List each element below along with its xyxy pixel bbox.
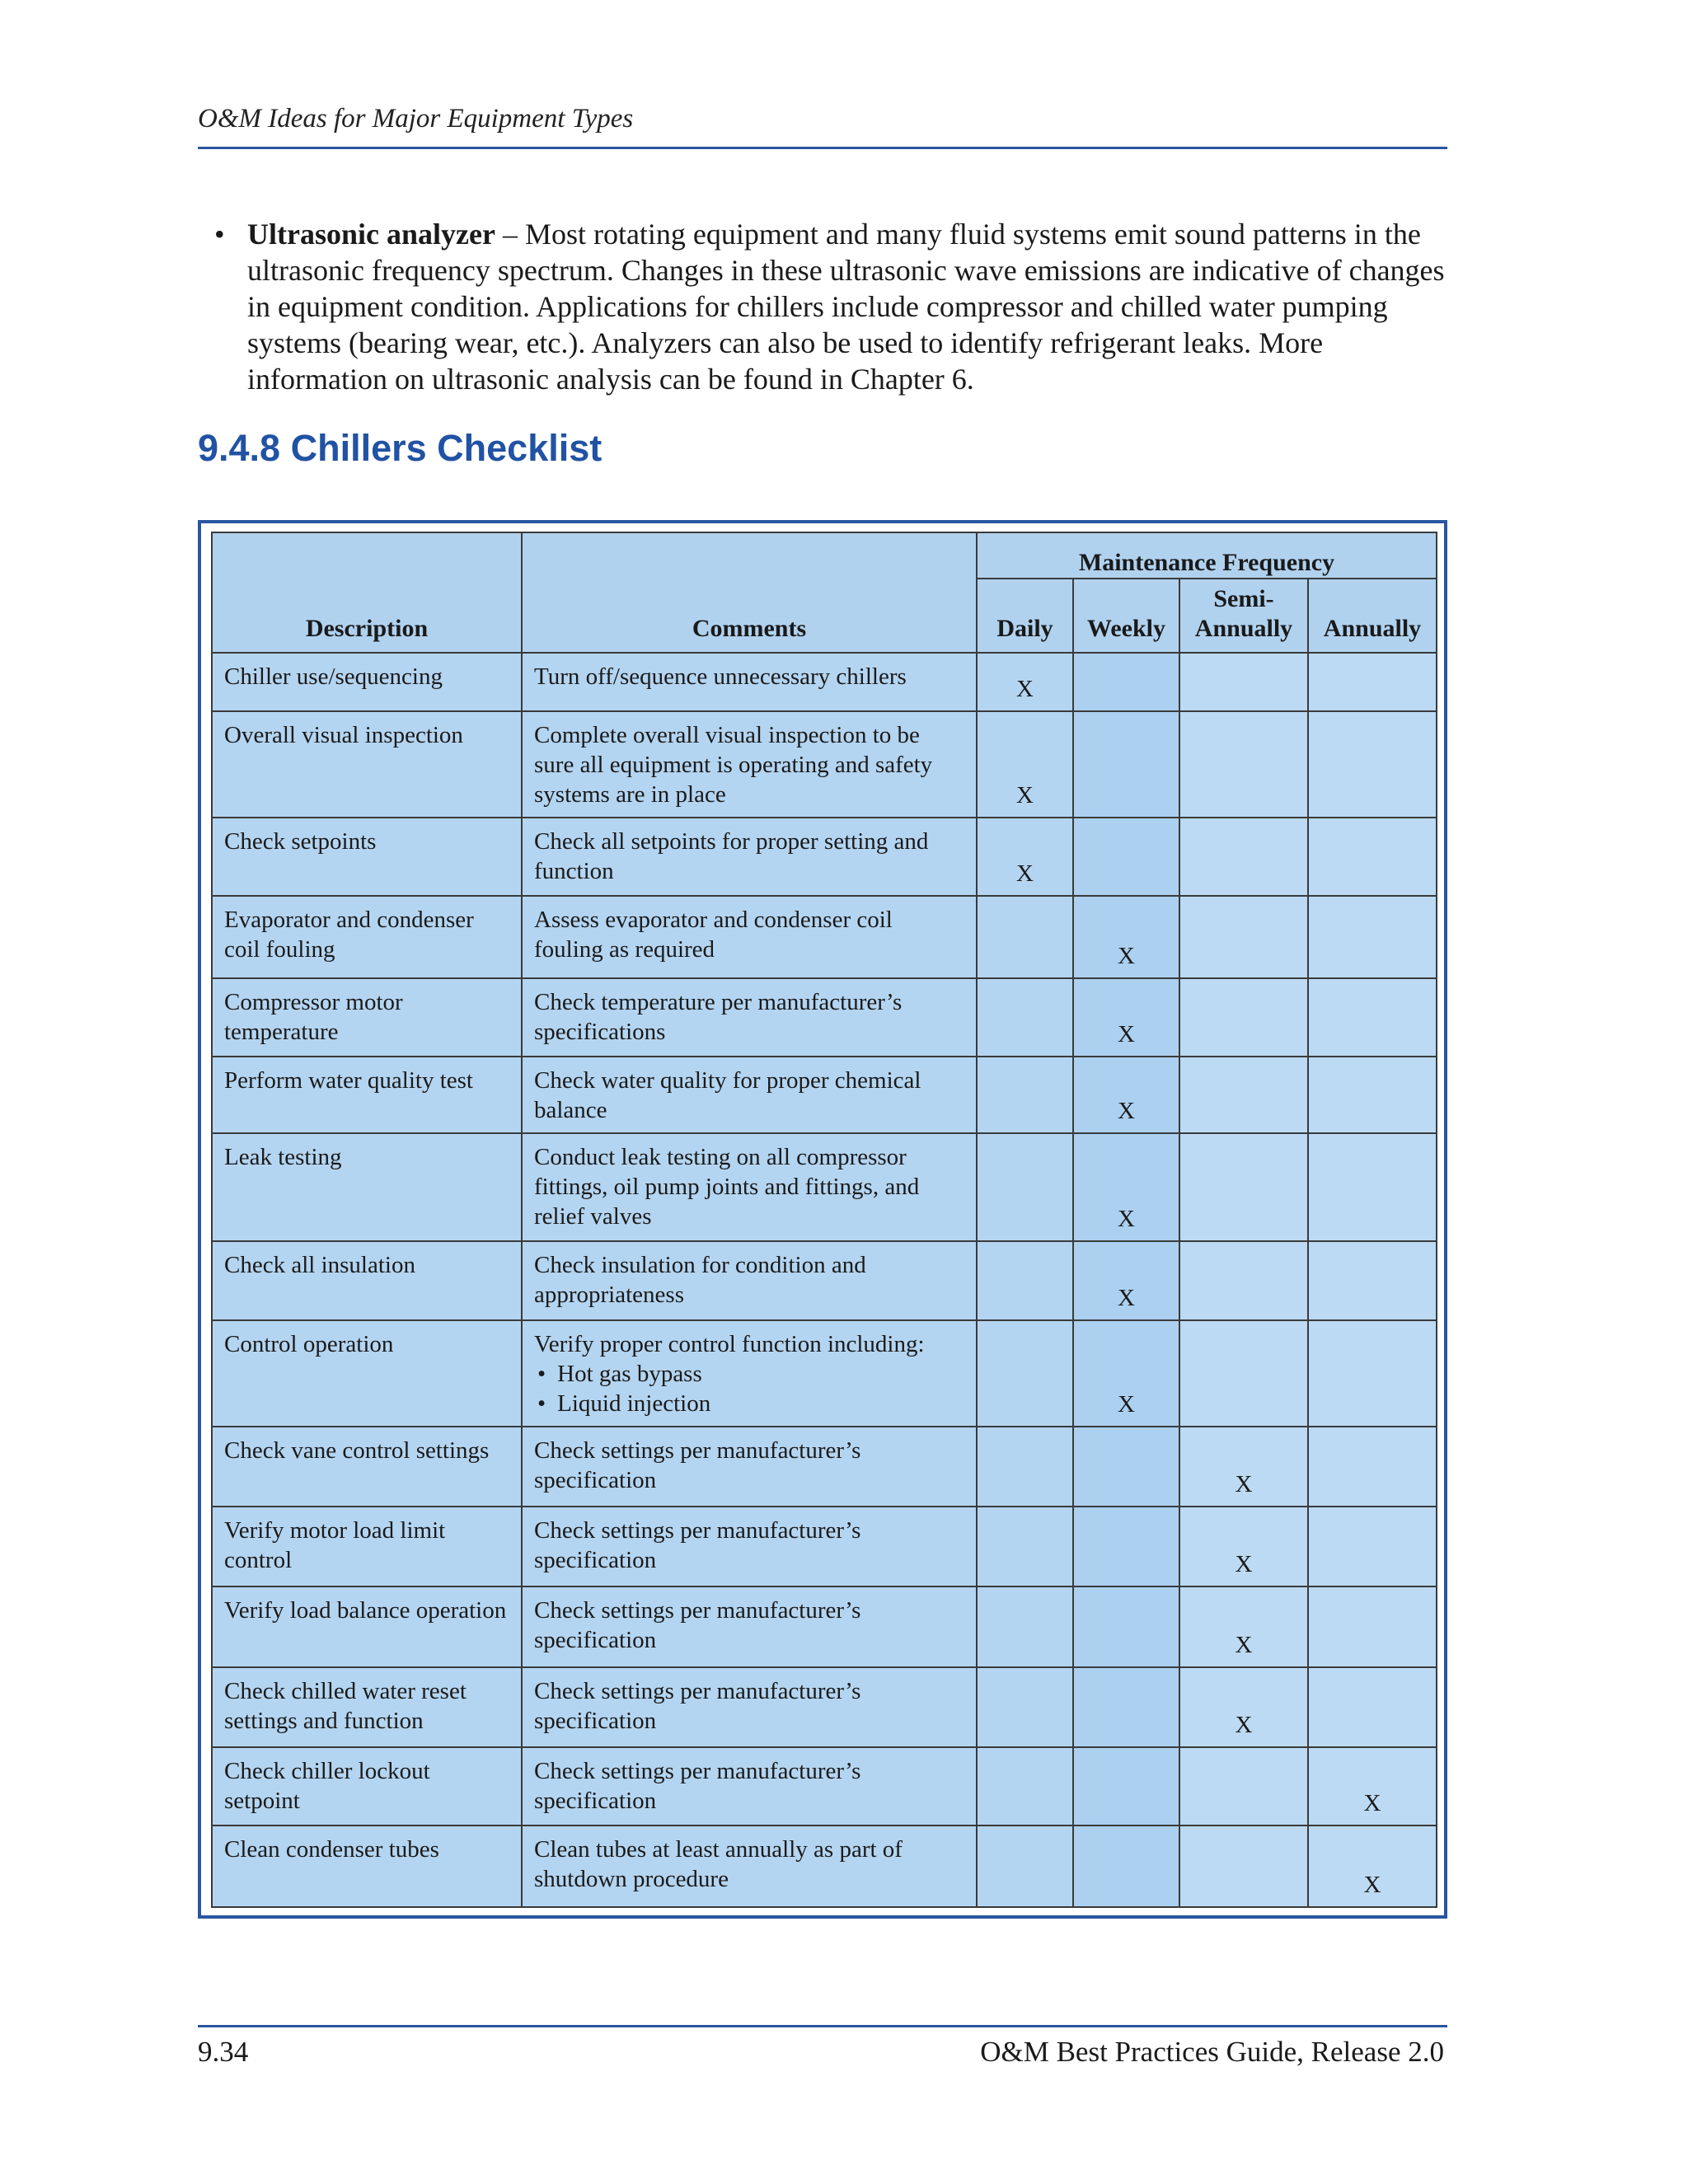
row-comment-text: Complete overall visual inspection to be sure all equipment is operating and safety systems are in place: [534, 721, 933, 808]
row-comments: [522, 1667, 977, 1747]
daily-mark: [977, 978, 1073, 1057]
daily-mark: X: [977, 653, 1073, 711]
annually-mark: [1308, 1320, 1437, 1427]
semi-annually-mark: X: [1179, 1586, 1308, 1666]
header-semi-line2: Annually: [1194, 615, 1293, 642]
row-comment-text: Check settings per manufacturer’s specification: [534, 1757, 861, 1814]
daily-mark: [977, 1747, 1073, 1825]
annually-mark: [1308, 1507, 1437, 1586]
weekly-mark: [1073, 1825, 1179, 1907]
header-description: Description: [212, 532, 522, 653]
daily-mark: X: [977, 711, 1073, 818]
row-comment-text: Check settings per manufacturer’s specification: [534, 1437, 861, 1494]
row-comment-text: Check water quality for proper chemical balance: [534, 1066, 921, 1123]
annually-mark: [1308, 1241, 1437, 1319]
table-row: [212, 1320, 1437, 1427]
weekly-mark: X: [1073, 1057, 1179, 1133]
row-comments: [522, 1133, 977, 1242]
annually-mark: [1308, 653, 1437, 711]
row-comment-list-item-text: Liquid injection: [557, 1390, 711, 1417]
row-comments: [522, 1057, 977, 1133]
section-title: 9.4.8 Chillers Checklist: [198, 427, 603, 469]
annually-mark: [1308, 711, 1437, 818]
row-comment-text: Check settings per manufacturer’s specification: [534, 1517, 861, 1574]
daily-mark: [977, 1427, 1073, 1507]
weekly-mark: X: [1073, 1241, 1179, 1319]
row-comments: [522, 1241, 977, 1319]
row-description: Perform water quality test: [212, 1057, 522, 1133]
table-row: [212, 653, 1437, 711]
semi-annually-mark: [1179, 896, 1308, 977]
semi-annually-mark: [1179, 1747, 1308, 1825]
row-comments: [522, 1825, 977, 1907]
row-description: Compressor motor temperature: [212, 978, 522, 1057]
row-comment-list-item-text: Hot gas bypass: [557, 1360, 702, 1387]
header-annually: Annually: [1308, 579, 1437, 653]
row-comment-text: Turn off/sequence unnecessary chillers: [534, 663, 907, 690]
row-comment-text: Check temperature per manufacturer’s specifications: [534, 988, 903, 1045]
row-comment-text: Check settings per manufacturer’s specification: [534, 1677, 861, 1734]
row-comments: [522, 896, 977, 977]
header-comments: Comments: [522, 532, 977, 653]
annually-mark: [1308, 1667, 1437, 1747]
row-comment-text: Conduct leak testing on all compressor fittings, oil pump joints and fittings, and relief valves: [534, 1143, 920, 1230]
semi-annually-mark: [1179, 1057, 1308, 1133]
weekly-mark: [1073, 653, 1179, 711]
row-description: Control operation: [212, 1320, 522, 1427]
annually-mark: [1308, 978, 1437, 1057]
annually-mark: [1308, 1057, 1437, 1133]
annually-mark: [1308, 1586, 1437, 1666]
table-row: [212, 896, 1437, 977]
table-row: [212, 978, 1437, 1057]
row-comments: [522, 1507, 977, 1586]
weekly-mark: X: [1073, 978, 1179, 1057]
table-row: [212, 1241, 1437, 1319]
row-comments: [522, 1747, 977, 1825]
header-semi-line1: Semi-: [1213, 585, 1274, 612]
weekly-mark: [1073, 1427, 1179, 1507]
daily-mark: [977, 1667, 1073, 1747]
row-comments: [522, 1586, 977, 1666]
row-description: Clean condenser tubes: [212, 1825, 522, 1907]
bullet-text: [247, 216, 1451, 397]
row-comments: [522, 1427, 977, 1507]
semi-annually-mark: [1179, 1825, 1308, 1907]
daily-mark: [977, 1057, 1073, 1133]
row-comment-text: Check insulation for condition and appropriateness: [534, 1252, 866, 1309]
table-row: [212, 1057, 1437, 1133]
row-comment-text: Check all setpoints for proper setting and function: [534, 828, 929, 885]
table-row: [212, 1825, 1437, 1907]
table-row: [212, 711, 1437, 818]
row-description: Chiller use/sequencing: [212, 653, 522, 711]
daily-mark: [977, 1320, 1073, 1427]
bullet-term: Ultrasonic analyzer: [247, 218, 495, 251]
daily-mark: [977, 896, 1073, 977]
row-description: Evaporator and condenser coil fouling: [212, 896, 522, 977]
row-comment-list: [534, 1359, 964, 1418]
header-weekly: Weekly: [1073, 579, 1179, 653]
row-description: Check setpoints: [212, 818, 522, 896]
semi-annually-mark: [1179, 1241, 1308, 1319]
header-rule: [198, 147, 1447, 149]
annually-mark: [1308, 1133, 1437, 1242]
daily-mark: [977, 1825, 1073, 1907]
table-row: [212, 1747, 1437, 1825]
annually-mark: [1308, 1427, 1437, 1507]
bullet-dot: •: [214, 218, 225, 251]
daily-mark: [977, 1507, 1073, 1586]
header-semi-annually: [1179, 579, 1308, 653]
semi-annually-mark: [1179, 818, 1308, 896]
row-comment-list-item: [534, 1359, 964, 1389]
weekly-mark: [1073, 1586, 1179, 1666]
table-row: [212, 1586, 1437, 1666]
weekly-mark: X: [1073, 1133, 1179, 1242]
table-row: [212, 1667, 1437, 1747]
semi-annually-mark: [1179, 653, 1308, 711]
bullet-body: – Most rotating equipment and many fluid systems emit sound patterns in the ultrasonic frequency spectrum. Changes in these ultrasonic wave emissions are indicative of changes in equipment condition. Applications for chillers include compressor and chilled water pumping systems (bearing wear, etc.). Analyzers can also be used to identify refrigerant leaks. More information on ultrasonic analysis can be found in Chapter 6.: [247, 218, 1445, 396]
daily-mark: [977, 1586, 1073, 1666]
row-description: Verify motor load limit control: [212, 1507, 522, 1586]
weekly-mark: [1073, 1667, 1179, 1747]
row-comment-text: Assess evaporator and condenser coil fouling as required: [534, 907, 893, 963]
daily-mark: [977, 1241, 1073, 1319]
ultrasonic-bullet: [198, 216, 1451, 397]
weekly-mark: [1073, 818, 1179, 896]
footer-rule: [198, 2025, 1447, 2027]
row-description: Leak testing: [212, 1133, 522, 1242]
daily-mark: X: [977, 818, 1073, 896]
weekly-mark: X: [1073, 1320, 1179, 1427]
row-comment-text: Clean tubes at least annually as part of shutdown procedure: [534, 1835, 903, 1892]
chillers-checklist-table: [211, 532, 1437, 1908]
table-row: [212, 818, 1437, 896]
header-maintenance-frequency: Maintenance Frequency: [977, 532, 1437, 579]
daily-mark: [977, 1133, 1073, 1242]
row-comment-list-item: [534, 1389, 964, 1418]
semi-annually-mark: [1179, 1133, 1308, 1242]
semi-annually-mark: [1179, 978, 1308, 1057]
table-row: [212, 1133, 1437, 1242]
table-row: [212, 1507, 1437, 1586]
row-description: Overall visual inspection: [212, 711, 522, 818]
guide-title: O&M Best Practices Guide, Release 2.0: [980, 2036, 1444, 2068]
semi-annually-mark: [1179, 1320, 1308, 1427]
annually-mark: X: [1308, 1747, 1437, 1825]
weekly-mark: [1073, 1507, 1179, 1586]
header-daily: Daily: [977, 579, 1073, 653]
row-description: Check chilled water reset settings and function: [212, 1667, 522, 1747]
row-comments: [522, 653, 977, 711]
semi-annually-mark: X: [1179, 1427, 1308, 1507]
row-comments: [522, 978, 977, 1057]
annually-mark: X: [1308, 1825, 1437, 1907]
row-description: Verify load balance operation: [212, 1586, 522, 1666]
row-comment-text: Check settings per manufacturer’s specification: [534, 1597, 861, 1654]
weekly-mark: X: [1073, 896, 1179, 977]
row-comments: [522, 711, 977, 818]
semi-annually-mark: X: [1179, 1667, 1308, 1747]
row-comments: [522, 818, 977, 896]
row-description: Check chiller lockout setpoint: [212, 1747, 522, 1825]
row-description: Check vane control settings: [212, 1427, 522, 1507]
annually-mark: [1308, 896, 1437, 977]
weekly-mark: [1073, 1747, 1179, 1825]
row-comments: [522, 1320, 977, 1427]
running-header: O&M Ideas for Major Equipment Types: [198, 104, 634, 134]
weekly-mark: [1073, 711, 1179, 818]
row-description: Check all insulation: [212, 1241, 522, 1319]
page-number: 9.34: [198, 2036, 249, 2068]
table-row: [212, 1427, 1437, 1507]
annually-mark: [1308, 818, 1437, 896]
row-comment-text: Verify proper control function including:: [534, 1330, 925, 1357]
semi-annually-mark: [1179, 711, 1308, 818]
semi-annually-mark: X: [1179, 1507, 1308, 1586]
